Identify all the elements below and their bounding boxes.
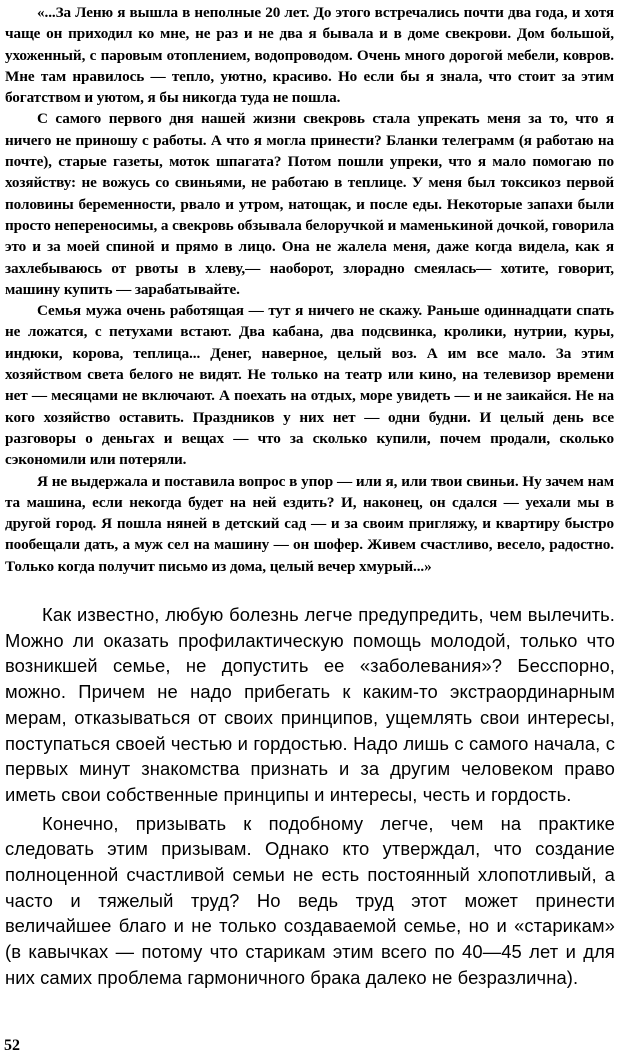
body-paragraph: Как известно, любую болезнь легче предупредить, чем вылечить. Можно ли оказать профилактическую помощь молодой, только что возникшей семье, не допустить ее «заболевания»? Бесспорно, можно. Причем не надо прибегать к каким-то экстраординарным мерам, отказываться от своих принципов, ущемлять свои интересы, поступаться своей честью и гордостью. Надо лишь с самого начала, с первых минут знакомства признать и за другим человеком право иметь свои собственные принципы и интересы, честь и гордость. <box>5 604 615 805</box>
body-paragraph: Конечно, призывать к подобному легче, чем на практике следовать этим призывам. Однако кто утверждал, что создание полноценной счастливой семьи не есть постоянный хлопотливый, а часто и тяжелый труд? Но ведь труд этот может принести величайшее благо и не только создаваемой семье, но и «старикам» (в кавычках — потому что старикам этим всего по 40—45 лет и для них самих проблема гармоничного брака далеко не безразлична). <box>5 812 615 988</box>
quote-paragraph: «...За Леню я вышла в неполные 20 лет. До этого встречались почти два года, и хотя чаще он приходил ко мне, не раз и не два я бывала и в доме свекрови. Дом большой, ухоженный, с паровым отоплением, водопроводом. Очень много дорогой мебели, ковров. Мне там нравилось — тепло, уютно, красиво. Но если бы я знала, что стоит за этим богатством и уютом, я бы никогда туда не пошла. <box>5 4 614 107</box>
letter-quote <box>5 2 614 577</box>
quote-paragraph: Семья мужа очень работящая — тут я ничего не скажу. Раньше одиннадцати спать не ложатся, с петухами встают. Два кабана, два подсвинка, кролики, нутрии, куры, индюки, корова, теплица... Денег, наверное, целый воз. А им все мало. За этим хозяйством света белого не видят. Не только на театр или кино, на телевизор времени нет — месяцами не включают. А поехать на отдых, море увидеть — и не заикайся. Не на кого хозяйство оставить. Праздников у них нет — одни будни. И целый день все разговоры о деньгах и вещах — что за сколько купили, почем продали, сколько сэкономили или потеряли. <box>5 302 614 469</box>
main-text <box>5 602 615 991</box>
page-number: 52 <box>4 1037 20 1054</box>
quote-paragraph: Я не выдержала и поставила вопрос в упор — или я, или твои свиньи. Ну зачем нам та машина, если некогда будет на ней ездить? И, наконец, он сдался — уехали мы в другой город. Я пошла няней в детский сад — и за своим пригляжу, и квартиру быстро пообещали дать, а муж сел на машину — он шофер. Живем счастливо, весело, радостно. Только когда получит письмо из дома, целый вечер хмурый...» <box>5 472 614 575</box>
quote-paragraph: С самого первого дня нашей жизни свекровь стала упрекать меня за то, что я ничего не приношу с работы. А что я могла принести? Бланки телеграмм (я работаю на почте), старые газеты, моток шпагата? Потом пошли упреки, что я мало помогаю по хозяйству: не вожусь со свиньями, не работаю в теплице. У меня был токсикоз первой половины беременности, рвало и утром, натощак, и после еды. Некоторые запахи были просто непереносимы, а свекровь обзывала белоручкой и маменькиной дочкой, говорила это и за моей спиной и прямо в лицо. Она не жалела меня, даже когда видела, как я захлебываюсь от рвоты в хлеву,— наоборот, злорадно смеялась— хотите, говорит, машину купить — зарабатывайте. <box>5 110 614 298</box>
